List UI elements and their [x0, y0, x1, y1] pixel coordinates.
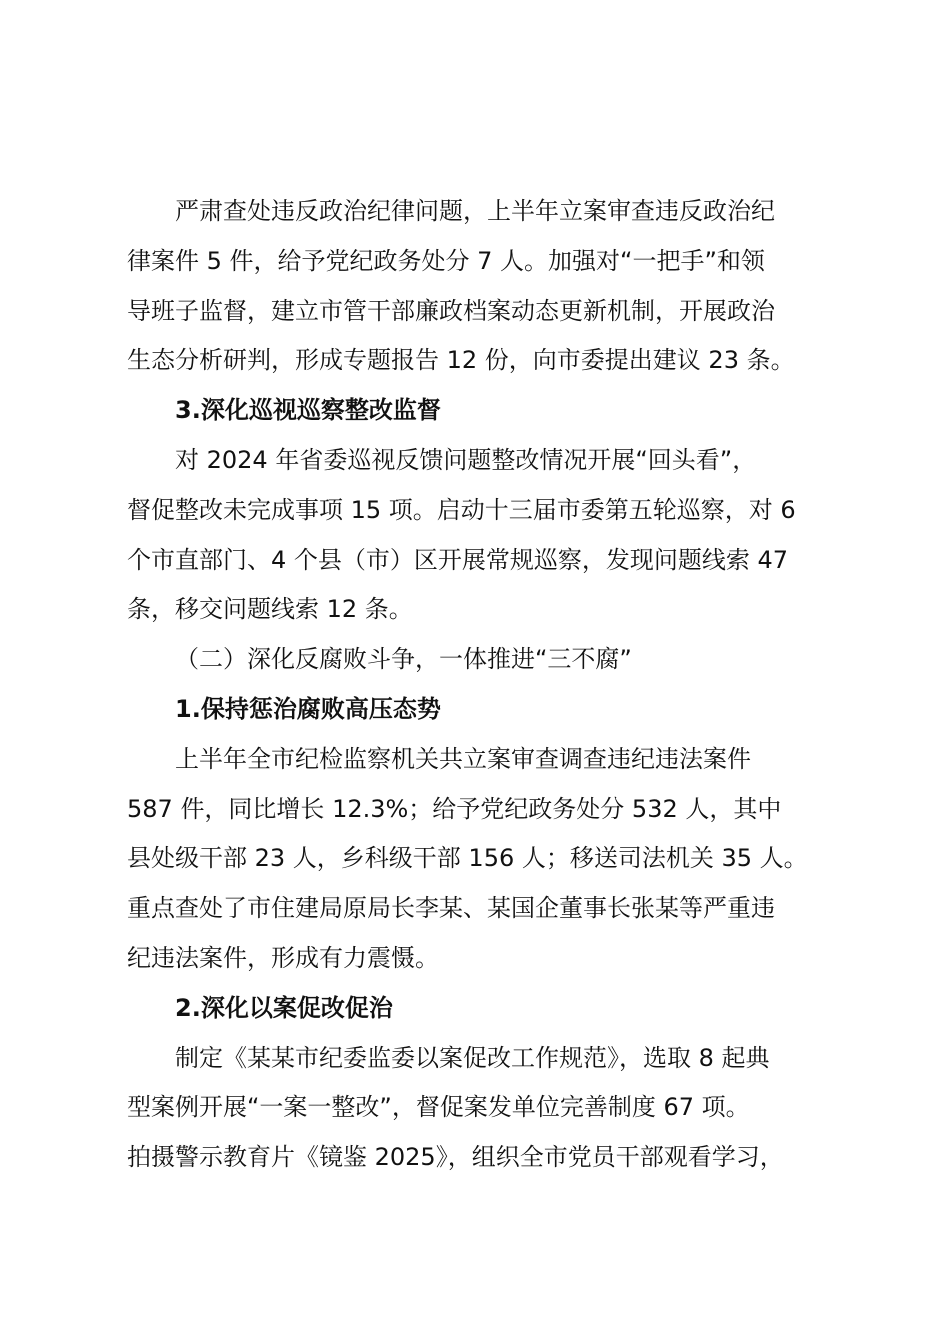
- text-line: 纪违法案件，形成有力震慑。: [127, 943, 439, 972]
- section-title-text: （二）深化反腐败斗争，一体推进“三不腐”: [175, 645, 632, 674]
- text-line: 上半年全市纪检监察机关共立案审查调查违纪违法案件: [175, 744, 751, 773]
- text-line: 个市直部门、4 个县（市）区开展常规巡察，发现问题线索 47: [127, 545, 789, 574]
- heading-case-reform: [127, 984, 840, 1034]
- text-line: 587 件，同比增长 12.3%；给予党纪政务处分 532 人，其中: [127, 794, 782, 823]
- text-line: 制定《某某市纪委监委以案促改工作规范》，选取 8 起典: [175, 1043, 770, 1072]
- text-line: 县处级干部 23 人，乡科级干部 156 人；移送司法机关 35 人。: [127, 844, 808, 873]
- text-line: 严肃查处违反政治纪律问题，上半年立案审查违反政治纪: [175, 197, 775, 225]
- section-title-anti-corruption: [127, 635, 840, 685]
- text-line: 生态分析研判，形成专题报告 12 份，向市委提出建议 23 条。: [127, 346, 795, 375]
- text-line: 型案例开展“一案一整改”，督促案发单位完善制度 67 项。: [127, 1093, 750, 1122]
- text-line: 导班子监督，建立市管干部廉政档案动态更新机制，开展政治: [127, 296, 775, 325]
- text-line: 拍摄警示教育片《镜鉴 2025》，组织全市党员干部观看学习，: [127, 1143, 784, 1172]
- heading-text: 3.深化巡视巡察整改监督: [175, 396, 441, 425]
- heading-text: 1.保持惩治腐败高压态势: [175, 694, 441, 723]
- text-line: 律案件 5 件，给予党纪政务处分 7 人。加强对“一把手”和领: [127, 246, 765, 275]
- text-line: 对 2024 年省委巡视反馈问题整改情况开展“回头看”，: [175, 445, 757, 474]
- heading-inspection-rectification: [127, 386, 840, 436]
- heading-punish-corruption: [127, 685, 840, 735]
- paragraph-case-reform: [127, 1034, 840, 1183]
- text-line: 重点查处了市住建局原局长李某、某国企董事长张某等严重违: [127, 894, 775, 923]
- heading-text: 2.深化以案促改促治: [175, 993, 393, 1022]
- paragraph-political-discipline: [127, 187, 840, 386]
- paragraph-case-statistics: [127, 735, 840, 984]
- text-line: 条，移交问题线索 12 条。: [127, 595, 413, 624]
- text-line: 督促整改未完成事项 15 项。启动十三届市委第五轮巡察，对 6: [127, 495, 796, 524]
- paragraph-inspection-review: [127, 436, 840, 635]
